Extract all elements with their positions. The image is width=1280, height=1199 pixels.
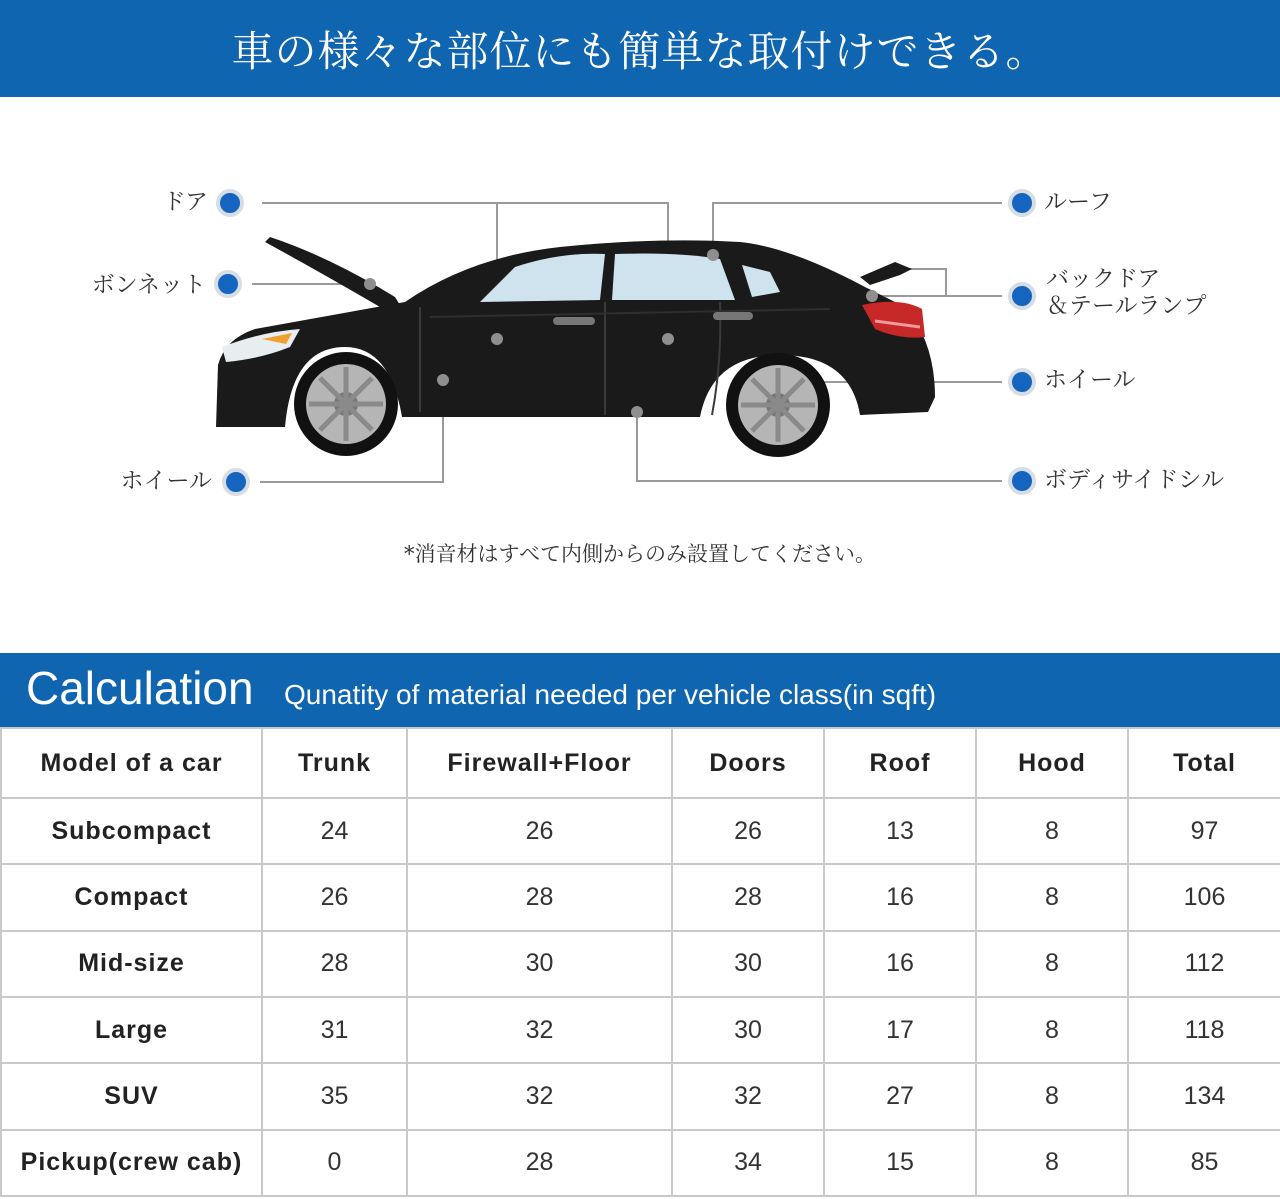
cell-doors: 30 bbox=[672, 997, 824, 1063]
table-row bbox=[1, 997, 1280, 1063]
callout-backdoor-line1: バックドア bbox=[1046, 266, 1161, 292]
cell-model: Subcompact bbox=[1, 798, 262, 864]
table-row bbox=[1, 1063, 1280, 1129]
cell-trunk: 0 bbox=[262, 1130, 407, 1196]
cell-hood: 8 bbox=[976, 997, 1128, 1063]
cell-model: Compact bbox=[1, 864, 262, 930]
cell-hood: 8 bbox=[976, 1130, 1128, 1196]
calculation-title: Calculation bbox=[26, 662, 254, 714]
cell-doors: 28 bbox=[672, 864, 824, 930]
cell-roof: 16 bbox=[824, 931, 976, 997]
top-banner bbox=[0, 0, 1280, 97]
cell-hood: 8 bbox=[976, 798, 1128, 864]
cell-roof: 15 bbox=[824, 1130, 976, 1196]
callout-wheel-right: ホイール bbox=[1044, 367, 1136, 393]
cell-trunk: 35 bbox=[262, 1063, 407, 1129]
cell-firewall-floor: 28 bbox=[407, 1130, 672, 1196]
cell-doors: 32 bbox=[672, 1063, 824, 1129]
car-body bbox=[216, 237, 935, 457]
cell-total: 106 bbox=[1128, 864, 1280, 930]
cell-hood: 8 bbox=[976, 1063, 1128, 1129]
cell-roof: 13 bbox=[824, 798, 976, 864]
cell-trunk: 24 bbox=[262, 798, 407, 864]
cell-firewall-floor: 30 bbox=[407, 931, 672, 997]
cell-model: Mid-size bbox=[1, 931, 262, 997]
header-hood: Hood bbox=[976, 728, 1128, 798]
header-doors: Doors bbox=[672, 728, 824, 798]
cell-trunk: 26 bbox=[262, 864, 407, 930]
header-total: Total bbox=[1128, 728, 1280, 798]
cell-firewall-floor: 28 bbox=[407, 864, 672, 930]
table-row bbox=[1, 931, 1280, 997]
material-table bbox=[0, 727, 1280, 1197]
cell-total: 85 bbox=[1128, 1130, 1280, 1196]
table-row bbox=[1, 864, 1280, 930]
installation-note: *消音材はすべて内側からのみ設置してください。 bbox=[403, 542, 877, 566]
cell-firewall-floor: 32 bbox=[407, 1063, 672, 1129]
cell-doors: 26 bbox=[672, 798, 824, 864]
cell-model: Pickup(crew cab) bbox=[1, 1130, 262, 1196]
car-diagram bbox=[0, 97, 1280, 657]
table-row bbox=[1, 798, 1280, 864]
cell-roof: 17 bbox=[824, 997, 976, 1063]
calculation-banner bbox=[0, 653, 1280, 727]
cell-hood: 8 bbox=[976, 931, 1128, 997]
cell-model: Large bbox=[1, 997, 262, 1063]
cell-total: 134 bbox=[1128, 1063, 1280, 1129]
cell-hood: 8 bbox=[976, 864, 1128, 930]
callout-door: ドア bbox=[162, 189, 208, 215]
cell-total: 97 bbox=[1128, 798, 1280, 864]
calculation-subtitle: Qunatity of material needed per vehicle class(in sqft) bbox=[284, 679, 937, 710]
cell-doors: 34 bbox=[672, 1130, 824, 1196]
header-trunk: Trunk bbox=[262, 728, 407, 798]
callout-wheel-left: ホイール bbox=[120, 468, 212, 494]
callout-body-side-sill: ボディサイドシル bbox=[1044, 467, 1224, 493]
header-roof: Roof bbox=[824, 728, 976, 798]
header-model: Model of a car bbox=[1, 728, 262, 798]
cell-doors: 30 bbox=[672, 931, 824, 997]
callout-roof: ルーフ bbox=[1044, 189, 1112, 215]
table-header-row bbox=[1, 728, 1280, 798]
cell-roof: 27 bbox=[824, 1063, 976, 1129]
cell-trunk: 28 bbox=[262, 931, 407, 997]
cell-model: SUV bbox=[1, 1063, 262, 1129]
cell-trunk: 31 bbox=[262, 997, 407, 1063]
header-firewall-floor: Firewall+Floor bbox=[407, 728, 672, 798]
table-row bbox=[1, 1130, 1280, 1196]
cell-roof: 16 bbox=[824, 864, 976, 930]
callout-backdoor bbox=[1046, 266, 1207, 320]
callout-bonnet: ボンネット bbox=[91, 272, 206, 298]
cell-total: 118 bbox=[1128, 997, 1280, 1063]
callout-backdoor-line2: ＆テールランプ bbox=[1046, 293, 1207, 319]
banner-title: 車の様々な部位にも簡単な取付けできる。 bbox=[231, 26, 1049, 76]
cell-firewall-floor: 26 bbox=[407, 798, 672, 864]
cell-firewall-floor: 32 bbox=[407, 997, 672, 1063]
cell-total: 112 bbox=[1128, 931, 1280, 997]
